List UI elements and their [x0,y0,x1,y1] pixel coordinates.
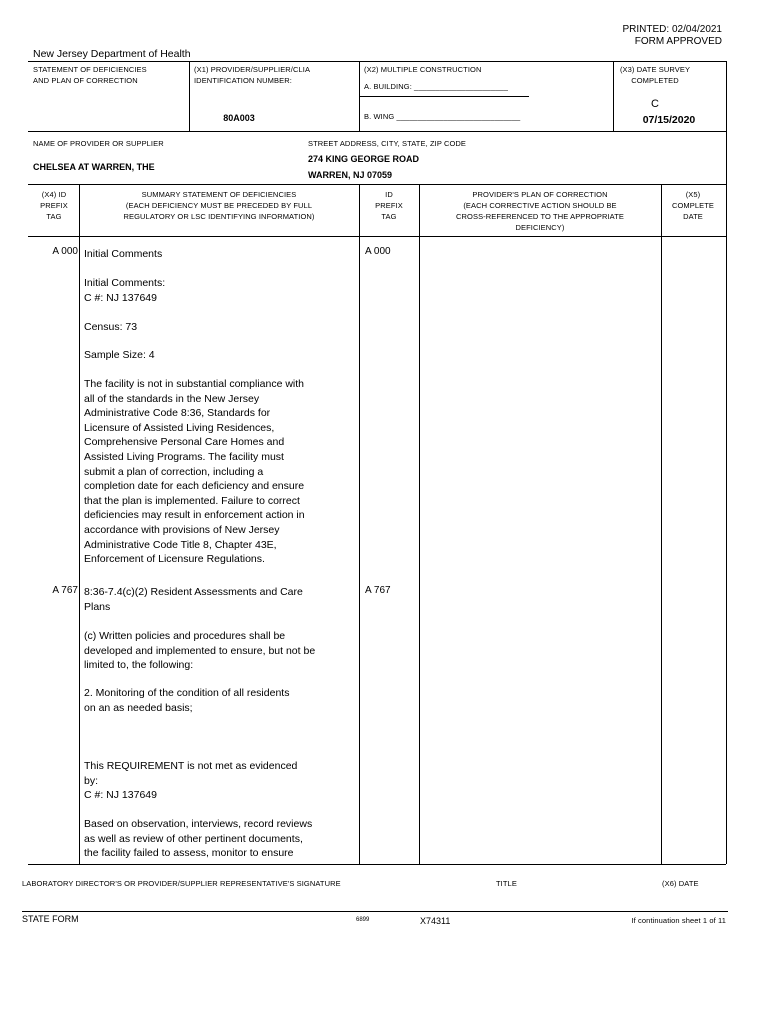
top-section-bottom [28,131,726,132]
building-divider [359,96,529,97]
col-id-header: ID PREFIX TAG [375,190,403,221]
building-label: A. BUILDING: ______________________ [364,82,509,91]
entry-paragraph: This REQUIREMENT is not met as evidenced by: C #: NJ 137649 [84,760,298,802]
id-tag: A 000 [365,246,391,257]
state-form-label: STATE FORM [22,914,79,924]
body-divider-4 [661,184,662,864]
entry-paragraph: Initial Comments: C #: NJ 137649 [84,277,166,304]
survey-date: 07/15/2020 [642,114,696,126]
agency-name: New Jersey Department of Health [33,48,191,60]
wing-label: B. WING _____________________________ [364,112,521,121]
census-text: Census: 73 [84,321,138,333]
entry-paragraph: 2. Monitoring of the condition of all residents on an as needed basis; [84,687,290,714]
address-line2: WARREN, NJ 07059 [308,170,393,180]
x4-tag: A 000 [52,246,78,257]
body-bottom [28,864,726,865]
column-header-bottom [28,236,726,237]
document-id: X74311 [420,916,451,926]
col-summary-header: SUMMARY STATEMENT OF DEFICIENCIES (EACH DEFICIENCY MUST BE PRECEDED BY FULL REGULATORY OR LSC IDENTIFYING INFORMATION) [123,190,315,221]
col-x5-header: (X5) COMPLETE DATE [671,190,715,221]
col-x4-header: (X4) ID PREFIX TAG [40,190,68,221]
form-code: 6899 [356,917,370,923]
entry-title: Initial Comments [84,248,163,260]
x2-label: (X2) MULTIPLE CONSTRUCTION [364,65,482,74]
printed-date: PRINTED: 02/04/2021 [622,24,722,35]
survey-code: C [651,98,659,110]
form-approved: FORM APPROVED [634,36,722,47]
col-plan-header: PROVIDER'S PLAN OF CORRECTION (EACH CORRECTIVE ACTION SHOULD BE CROSS-REFERENCED TO THE APPROPRIATE DEFICIENCY) [456,190,624,232]
statement-label: STATEMENT OF DEFICIENCIES AND PLAN OF CORRECTION [33,65,147,85]
entry-paragraph: (c) Written policies and procedures shall be developed and implemented to ensure, but not be limited to, the following: [84,630,316,672]
date-label: (X6) DATE [662,879,699,888]
body-divider-3 [419,184,420,864]
compliance-paragraph: The facility is not in substantial compliance with all of the standards in the New Jersey Administrative Code 8:36, Standards for Licensure of Assisted Living Residences, Comprehensive Personal Care Homes and Assisted Living Programs. The facility must submit a plan of correction, including a completion date for each deficiency and ensure that the plan is implemented. Failure to correct deficiencies may result in enforcement action in accordance with provisions of New Jersey Administrative Code Title 8, Chapter 43E, Enforcement of Licensure Regulations. [84,378,305,566]
address-label: STREET ADDRESS, CITY, STATE, ZIP CODE [308,139,467,148]
right-border [726,61,727,864]
id-tag: A 767 [365,585,391,596]
signature-label: LABORATORY DIRECTOR'S OR PROVIDER/SUPPLIER REPRESENTATIVE'S SIGNATURE [22,879,341,888]
entry-title: 8:36-7.4(c)(2) Resident Assessments and Care Plans [84,586,303,613]
x4-tag: A 767 [52,585,78,596]
provider-id: 80A003 [223,113,255,123]
title-label: TITLE [496,879,517,888]
footer-rule [22,911,728,912]
top-border [28,61,726,62]
sample-size-text: Sample Size: 4 [84,349,155,361]
entry-paragraph: Based on observation, interviews, record reviews as well as review of other pertinent documents, the facility failed to assess, monitor to ensure [84,818,313,860]
provider-name: CHELSEA AT WARREN, THE [33,162,155,172]
body-divider-1 [79,184,80,864]
body-divider-2 [359,184,360,864]
continuation-sheet: If continuation sheet 1 of 11 [631,916,726,925]
address-line1: 274 KING GEORGE ROAD [308,154,420,164]
provider-name-label: NAME OF PROVIDER OR SUPPLIER [33,139,164,148]
column-header-top [28,184,726,185]
x1-label: (X1) PROVIDER/SUPPLIER/CLIA IDENTIFICATION NUMBER: [194,65,311,85]
x3-label: (X3) DATE SURVEY COMPLETED [619,65,691,85]
